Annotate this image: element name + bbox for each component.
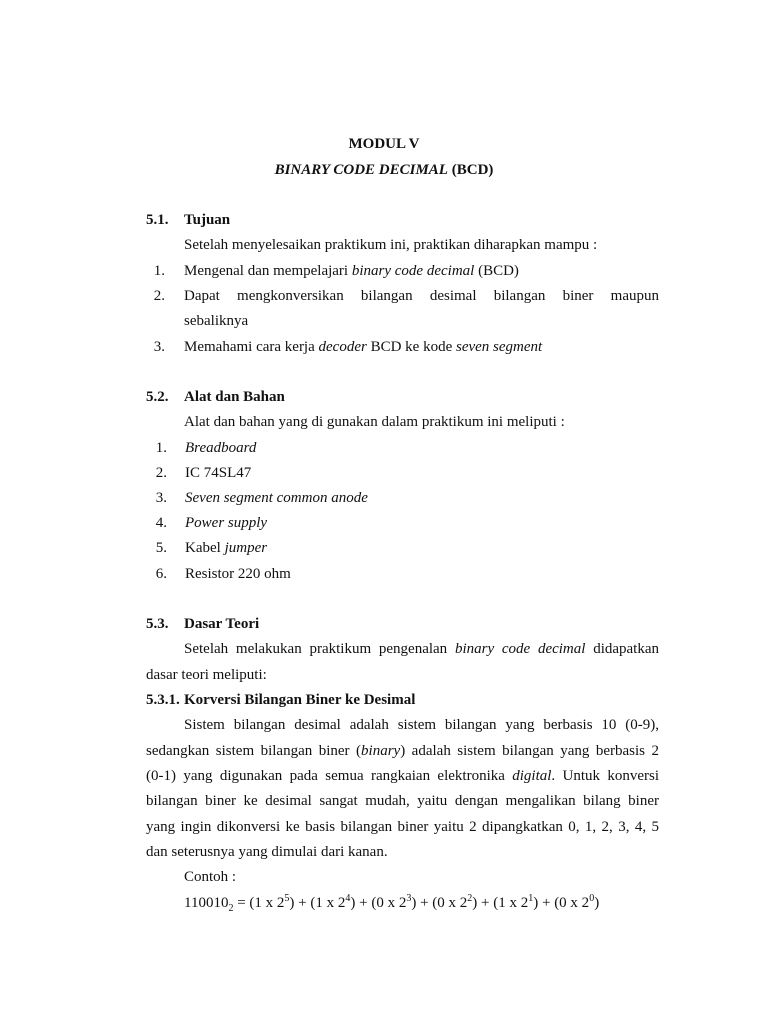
formula-text: ) [594,895,600,911]
list-number: 3. [155,490,167,506]
section-number: 5.2. [146,389,169,405]
formula-exponent: 0 [589,893,595,904]
list-text: Kabel [185,540,225,556]
paragraph-line: Sistem bilangan desimal adalah sistem bilangan yang berbasis 10 (0-9), [184,717,659,733]
paragraph-text-italic: binary [361,743,401,759]
formula-exponent: 5 [284,893,290,904]
section-heading: Dasar Teori [184,616,260,632]
formula-exponent: 4 [345,893,351,904]
list-item: Resistor 220 ohm [185,566,291,582]
list-number: 2. [153,288,165,304]
formula-text: ) + (1 x 2 [289,895,346,911]
list-text-italic: jumper [224,540,268,556]
list-item: Dapat mengkonversikan bilangan desimal bilangan biner maupun [184,288,659,304]
formula-exponent: 2 [467,893,473,904]
list-number: 1. [155,440,167,456]
subsection-number: 5.3.1. [146,692,180,708]
paragraph-line: bilangan biner ke desimal sangat mudah, yaitu dengan mengalikan bilang biner [146,793,659,809]
list-text-italic: binary code decimal [351,263,475,279]
list-number: 4. [155,515,167,531]
list-item: IC 74SL47 [185,465,252,481]
list-number: 6. [155,566,167,582]
formula-text: = (1 x 2 [233,895,285,911]
paragraph-line [184,637,659,662]
paragraph-text: (0-1) yang digunakan pada semua rangkaian elektronika [146,768,513,784]
list-text-italic: decoder [318,339,367,355]
list-number: 3. [153,339,165,355]
list-item [184,259,519,284]
formula-exponent: 3 [406,893,412,904]
list-item: Seven segment common anode [185,490,368,506]
list-text: (BCD) [474,263,519,279]
paragraph-line: dasar teori meliputi: [146,667,267,683]
page-subtitle [0,158,768,183]
section-number: 5.1. [146,212,169,228]
formula-text: 110010 [184,895,229,911]
formula-text: ) + (0 x 2 [533,895,590,911]
paragraph-line: dan seterusnya yang dimulai dari kanan. [146,844,388,860]
list-text: Mengenal dan mempelajari [184,263,352,279]
list-item: Power supply [185,515,268,531]
subsection-heading: Korversi Bilangan Biner ke Desimal [184,692,416,708]
paragraph-text-italic: digital [512,768,552,784]
formula-exponent: 1 [528,893,534,904]
list-item [184,335,542,360]
formula-text: ) + (0 x 2 [350,895,407,911]
list-item [185,536,267,561]
section-intro: Setelah menyelesaikan praktikum ini, praktikan diharapkan mampu : [184,237,598,253]
subtitle-italic: BINARY CODE DECIMAL [274,162,448,178]
paragraph-text: didapatkan [585,641,660,657]
paragraph-text: sedangkan sistem bilangan biner ( [146,743,362,759]
page-title: MODUL V [348,136,420,152]
section-intro: Alat dan bahan yang di gunakan dalam praktikum ini meliputi : [184,414,565,430]
paragraph-text: Setelah melakukan praktikum pengenalan [184,641,455,657]
paragraph-line [146,764,659,789]
paragraph-line: yang ingin dikonversi ke basis bilangan biner yaitu 2 dipangkatkan 0, 1, 2, 3, 4, 5 [146,819,659,835]
formula-text: ) + (1 x 2 [472,895,529,911]
section-heading: Tujuan [184,212,231,228]
list-item: Breadboard [185,440,257,456]
paragraph-text: ) adalah sistem bilangan yang berbasis 2 [400,743,659,759]
paragraph-text: . Untuk konversi [551,768,659,784]
formula-subscript: 2 [228,903,234,914]
paragraph-line [146,739,659,764]
section-number: 5.3. [146,616,169,632]
formula [184,891,599,916]
list-text: BCD ke kode [366,339,456,355]
formula-text: ) + (0 x 2 [411,895,468,911]
list-number: 1. [153,263,165,279]
example-label: Contoh : [184,869,237,885]
subtitle-normal: (BCD) [447,162,494,178]
list-text: Memahami cara kerja [184,339,319,355]
list-item-continuation: sebaliknya [184,313,249,329]
list-number: 5. [155,540,167,556]
section-heading: Alat dan Bahan [184,389,285,405]
paragraph-text-italic: binary code decimal [454,641,586,657]
list-text-italic: seven segment [456,339,543,355]
list-number: 2. [155,465,167,481]
